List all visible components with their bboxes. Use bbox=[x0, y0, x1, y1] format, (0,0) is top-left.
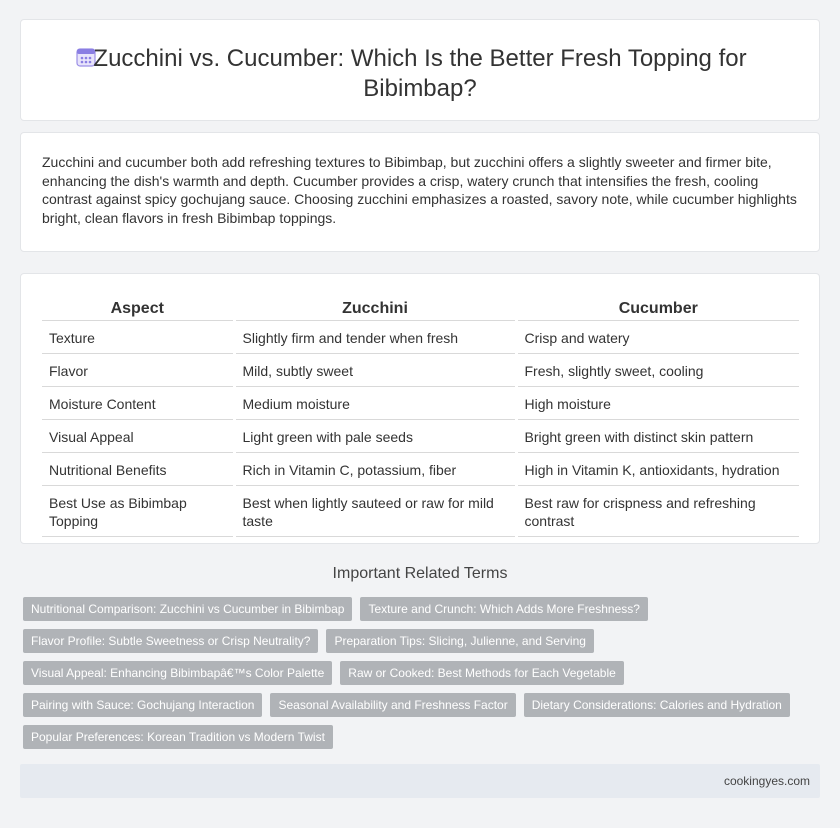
footer-site-link[interactable]: cookingyes.com bbox=[723, 774, 810, 788]
table-header-row bbox=[42, 296, 799, 320]
cell-zucchini: Mild, subtly sweet bbox=[234, 353, 516, 386]
cell-zucchini: Rich in Vitamin C, potassium, fiber bbox=[234, 452, 516, 485]
related-term-tag[interactable]: Texture and Crunch: Which Adds More Freshness? bbox=[360, 597, 647, 621]
cell-cucumber: Best raw for crispness and refreshing contrast bbox=[516, 485, 799, 536]
cell-cucumber: Fresh, slightly sweet, cooling bbox=[516, 353, 799, 386]
cell-zucchini: Medium moisture bbox=[234, 386, 516, 419]
title-card bbox=[20, 19, 820, 121]
cell-aspect: Nutritional Benefits bbox=[42, 452, 234, 485]
related-term-tag[interactable]: Pairing with Sauce: Gochujang Interaction bbox=[23, 693, 262, 717]
related-terms-title: Important Related Terms bbox=[332, 565, 508, 582]
related-term-tag[interactable]: Nutritional Comparison: Zucchini vs Cucumber in Bibimbap bbox=[23, 597, 352, 621]
cell-aspect: Texture bbox=[42, 320, 234, 353]
cell-aspect: Moisture Content bbox=[42, 386, 234, 419]
cell-cucumber: Crisp and watery bbox=[516, 320, 799, 353]
table-row bbox=[42, 386, 799, 419]
cell-zucchini: Light green with pale seeds bbox=[234, 419, 516, 452]
comparison-table bbox=[42, 296, 799, 537]
intro-paragraph: Zucchini and cucumber both add refreshing textures to Bibimbap, but zucchini offers a slightly sweeter and firmer bite, enhancing the dish's warmth and depth. Cucumber provides a crisp, watery crunch that intensifies the fresh, cooling contrast against spicy gochujang sauce. Choosing zucchini emphasizes a roasted, savory note, while cucumber highlights bright, clean flavors in fresh Bibimbap toppings. bbox=[42, 154, 797, 226]
header-zucchini: Zucchini bbox=[234, 296, 516, 320]
cell-aspect: Flavor bbox=[42, 353, 234, 386]
related-terms-list bbox=[23, 597, 813, 749]
header-cucumber: Cucumber bbox=[516, 296, 799, 320]
related-term-tag[interactable]: Seasonal Availability and Freshness Factor bbox=[270, 693, 515, 717]
table-row bbox=[42, 419, 799, 452]
related-term-tag[interactable]: Flavor Profile: Subtle Sweetness or Crisp Neutrality? bbox=[23, 629, 318, 653]
header-aspect: Aspect bbox=[42, 296, 234, 320]
table-row bbox=[42, 452, 799, 485]
cell-zucchini: Slightly firm and tender when fresh bbox=[234, 320, 516, 353]
related-term-tag[interactable]: Dietary Considerations: Calories and Hydration bbox=[524, 693, 790, 717]
cell-aspect: Best Use as Bibimbap Topping bbox=[42, 485, 234, 536]
cell-cucumber: High in Vitamin K, antioxidants, hydration bbox=[516, 452, 799, 485]
cell-zucchini: Best when lightly sauteed or raw for mild taste bbox=[234, 485, 516, 536]
table-row bbox=[42, 353, 799, 386]
table-row bbox=[42, 320, 799, 353]
related-term-tag[interactable]: Raw or Cooked: Best Methods for Each Vegetable bbox=[340, 661, 624, 685]
page-title: Zucchini vs. Cucumber: Which Is the Better Fresh Topping for Bibimbap? bbox=[93, 45, 747, 102]
cell-aspect: Visual Appeal bbox=[42, 419, 234, 452]
table-row bbox=[42, 485, 799, 536]
related-term-tag[interactable]: Preparation Tips: Slicing, Julienne, and Serving bbox=[326, 629, 593, 653]
footer bbox=[20, 764, 820, 798]
cell-cucumber: Bright green with distinct skin pattern bbox=[516, 419, 799, 452]
related-term-tag[interactable]: Popular Preferences: Korean Tradition vs Modern Twist bbox=[23, 725, 333, 749]
comparison-card bbox=[20, 273, 820, 544]
intro-card bbox=[20, 132, 820, 252]
cell-cucumber: High moisture bbox=[516, 386, 799, 419]
related-term-tag[interactable]: Visual Appeal: Enhancing Bibimbapâ€™s Color Palette bbox=[23, 661, 332, 685]
